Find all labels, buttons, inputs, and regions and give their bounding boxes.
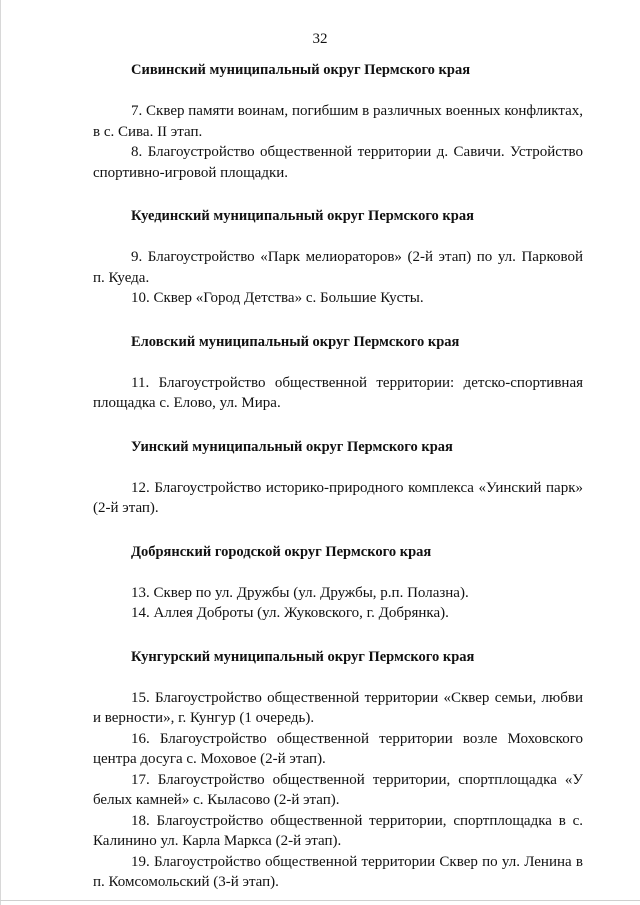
list-item: 18. Благоустройство общественной территории, спортплощадка в с. Калинино ул. Карла Маркса (2-й этап). bbox=[93, 812, 583, 849]
section-kungursky bbox=[93, 647, 583, 893]
section-heading: Уинский муниципальный округ Пермского края bbox=[131, 438, 453, 455]
list-item: 12. Благоустройство историко-природного комплекса «Уинский парк» (2-й этап). bbox=[93, 479, 583, 516]
list-item: 13. Сквер по ул. Дружбы (ул. Дружбы, р.п. Полазна). bbox=[131, 584, 469, 601]
list-item: 11. Благоустройство общественной территории: детско-спортивная площадка с. Елово, ул. Мира. bbox=[93, 374, 583, 411]
list-item: 16. Благоустройство общественной территории возле Моховского центра досуга с. Моховое (2-й этап). bbox=[93, 730, 583, 767]
page-number: 32 bbox=[312, 31, 328, 47]
section-dobryansky bbox=[93, 542, 583, 624]
section-heading: Добрянский городской округ Пермского края bbox=[131, 543, 432, 560]
list-item: 7. Сквер памяти воинам, погибшим в различных военных конфликтах, в с. Сива. II этап. bbox=[93, 103, 583, 140]
page-bottom-edge bbox=[0, 900, 640, 901]
document-body bbox=[93, 60, 583, 893]
section-heading: Куединский муниципальный округ Пермского края bbox=[131, 208, 474, 224]
section-heading: Сивинский муниципальный округ Пермского края bbox=[131, 62, 471, 78]
list-item: 8. Благоустройство общественной территории д. Савичи. Устройство спортивно-игровой площадки. bbox=[93, 144, 583, 181]
list-item: 14. Аллея Доброты (ул. Жуковского, г. Добрянка). bbox=[131, 605, 449, 621]
section-sivinsky bbox=[93, 60, 583, 183]
section-heading: Кунгурский муниципальный округ Пермского края bbox=[131, 648, 475, 665]
list-item: 17. Благоустройство общественной территории, спортплощадка «У белых камней» с. Кыласово (2-й этап). bbox=[93, 771, 583, 808]
section-elovsky bbox=[93, 332, 583, 414]
list-item: 15. Благоустройство общественной территории «Сквер семьи, любви и верности», г. Кунгур (1 очередь). bbox=[93, 689, 583, 726]
section-uinsky bbox=[93, 437, 583, 519]
list-item: 10. Сквер «Город Детства» с. Большие Кусты. bbox=[131, 290, 424, 306]
page-left-edge bbox=[0, 0, 1, 905]
section-heading: Еловский муниципальный округ Пермского края bbox=[131, 333, 460, 350]
list-item: 9. Благоустройство «Парк мелиораторов» (2-й этап) по ул. Парковой п. Куеда. bbox=[93, 249, 583, 286]
list-item: 19. Благоустройство общественной территории Сквер по ул. Ленина в п. Комсомольский (3-й этап). bbox=[93, 853, 583, 890]
section-kuedinsky bbox=[93, 206, 583, 309]
